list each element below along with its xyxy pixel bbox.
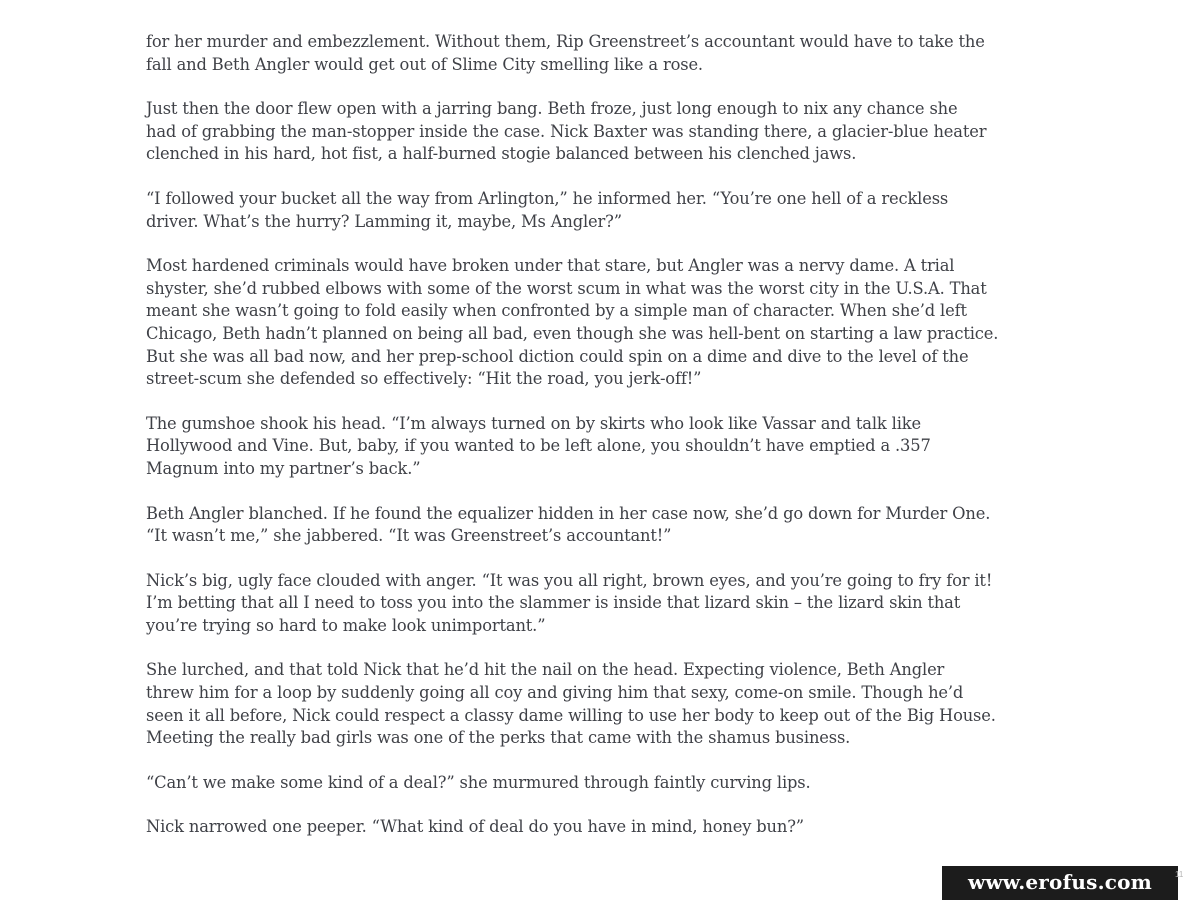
text-line: But she was all bad now, and her prep-school diction could spin on a dime and dive to the level of the — [146, 346, 969, 366]
text-line: Nick’s big, ugly face clouded with anger. “It was you all right, brown eyes, and you’re going to fry for it! — [146, 570, 993, 590]
text-line: “Can’t we make some kind of a deal?” she murmured through faintly curving lips. — [146, 772, 811, 792]
watermark-banner: www.erofus.com — [942, 866, 1178, 900]
paragraph-5 — [146, 413, 1051, 481]
paragraph-3 — [146, 188, 1051, 233]
text-line: seen it all before, Nick could respect a classy dame willing to use her body to keep out of the Big House. — [146, 705, 996, 725]
text-line: Magnum into my partner’s back.” — [146, 458, 421, 478]
paragraph-6 — [146, 503, 1051, 548]
paragraph-4 — [146, 255, 1051, 391]
text-line: I’m betting that all I need to toss you into the slammer is inside that lizard skin – the lizard skin that — [146, 593, 961, 613]
paragraph-7 — [146, 570, 1051, 638]
text-line: clenched in his hard, hot fist, a half-burned stogie balanced between his clenched jaws. — [146, 144, 857, 164]
text-line: She lurched, and that told Nick that he’d hit the nail on the head. Expecting violence, Beth Angler — [146, 660, 945, 680]
text-line: street-scum she defended so effectively: “Hit the road, you jerk-off!” — [146, 369, 702, 389]
paragraph-8 — [146, 659, 1051, 749]
text-line: shyster, she’d rubbed elbows with some of the worst scum in what was the worst city in the U.S.A. That — [146, 278, 987, 298]
text-line: Hollywood and Vine. But, baby, if you wanted to be left alone, you shouldn’t have emptied a .357 — [146, 436, 931, 456]
page-body — [146, 31, 1051, 861]
text-line: meant she wasn’t going to fold easily when confronted by a simple man of character. When she’d left — [146, 301, 967, 321]
text-line: fall and Beth Angler would get out of Slime City smelling like a rose. — [146, 54, 703, 74]
paragraph-2 — [146, 98, 1051, 166]
text-line: had of grabbing the man-stopper inside the case. Nick Baxter was standing there, a glacier-blue heater — [146, 121, 987, 141]
text-line: driver. What’s the hurry? Lamming it, maybe, Ms Angler?” — [146, 211, 622, 231]
text-line: Meeting the really bad girls was one of the perks that came with the shamus business. — [146, 728, 851, 748]
text-line: for her murder and embezzlement. Without them, Rip Greenstreet’s accountant would have to take the — [146, 32, 985, 51]
paragraph-9 — [146, 772, 1051, 795]
paragraph-1 — [146, 31, 1051, 76]
text-line: The gumshoe shook his head. “I’m always turned on by skirts who look like Vassar and talk like — [146, 413, 921, 433]
text-line: “It wasn’t me,” she jabbered. “It was Greenstreet’s accountant!” — [146, 526, 672, 546]
text-line: you’re trying so hard to make look unimportant.” — [146, 615, 546, 635]
text-line: Chicago, Beth hadn’t planned on being all bad, even though she was hell-bent on starting a law practice. — [146, 323, 999, 343]
text-line: Most hardened criminals would have broken under that stare, but Angler was a nervy dame. A trial — [146, 256, 955, 276]
text-line: Just then the door flew open with a jarring bang. Beth froze, just long enough to nix any chance she — [146, 99, 958, 119]
paragraph-10 — [146, 816, 1051, 839]
text-line: threw him for a loop by suddenly going all coy and giving him that sexy, come-on smile. Though he’d — [146, 683, 964, 703]
text-line: “I followed your bucket all the way from Arlington,” he informed her. “You’re one hell of a reckless — [146, 188, 949, 208]
text-line: Nick narrowed one peeper. “What kind of deal do you have in mind, honey bun?” — [146, 817, 804, 837]
text-line: Beth Angler blanched. If he found the equalizer hidden in her case now, she’d go down for Murder One. — [146, 503, 991, 523]
page-number: 11 — [1175, 870, 1184, 879]
